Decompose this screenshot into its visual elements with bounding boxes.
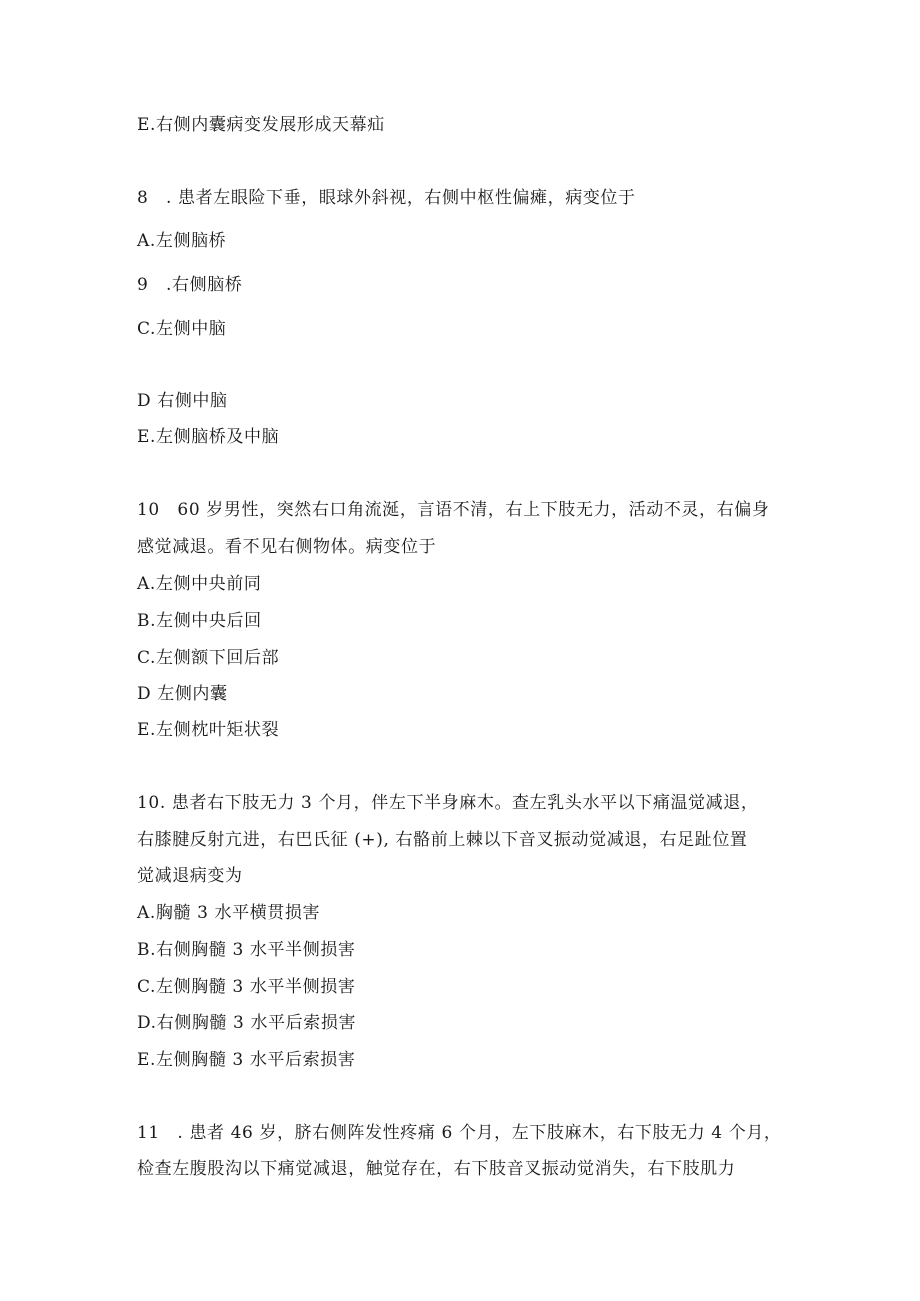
option-e-q7: E.右侧内囊病变发展形成天幕疝 — [137, 115, 385, 135]
option-b-q10a: B.左侧中央后回 — [137, 611, 262, 631]
option-c-q10b: C.左侧胸髓 3 水平半侧损害 — [137, 977, 356, 997]
option-b-q10b: B.右侧胸髓 3 水平半侧损害 — [137, 940, 356, 960]
question-10b-line-3: 觉减退病变为 — [137, 866, 243, 886]
option-b-q8: 9 .右侧脑桥 — [137, 275, 243, 295]
option-c-q8: C.左侧中脑 — [137, 319, 227, 339]
question-11-line-2: 检查左腹股沟以下痛觉减退，触觉存在，右下肢音叉振动觉消失，右下肢肌力 — [137, 1159, 736, 1179]
option-e-q10a: E.左侧枕叶矩状裂 — [137, 720, 280, 740]
question-10a-line-1: 10 60 岁男性，突然右口角流涎，言语不清，右上下肢无力，活动不灵，右偏身 — [137, 500, 770, 520]
question-8: 8 . 患者左眼险下垂，眼球外斜视，右侧中枢性偏瘫，病变位于 — [137, 188, 636, 208]
question-10b-line-2: 右膝腱反射亢进，右巴氏征 (+), 右骼前上棘以下音叉振动觉减退，右足趾位置 — [137, 830, 748, 850]
option-e-q10b: E.左侧胸髓 3 水平后索损害 — [137, 1050, 356, 1070]
question-10b-line-1: 10. 患者右下肢无力 3 个月，伴左下半身麻木。查左乳头水平以下痛温觉减退， — [137, 793, 759, 813]
option-c-q10a: C.左侧额下回后部 — [137, 648, 280, 668]
option-a-q10a: A.左侧中央前同 — [137, 574, 262, 594]
question-11-line-1: 11 . 患者 46 岁，脐右侧阵发性疼痛 6 个月，左下肢麻木，右下肢无力 4 个月， — [137, 1123, 782, 1143]
option-a-q8: A.左侧脑桥 — [137, 231, 227, 251]
option-d-q8: D 右侧中脑 — [137, 391, 228, 411]
option-a-q10b: A.胸髓 3 水平横贯损害 — [137, 903, 321, 923]
option-d-q10a: D 左侧内囊 — [137, 684, 228, 704]
option-d-q10b: D.右侧胸髓 3 水平后索损害 — [137, 1013, 357, 1033]
option-e-q8: E.左侧脑桥及中脑 — [137, 427, 280, 447]
question-10a-line-2: 感觉减退。看不见右侧物体。病变位于 — [137, 537, 437, 557]
